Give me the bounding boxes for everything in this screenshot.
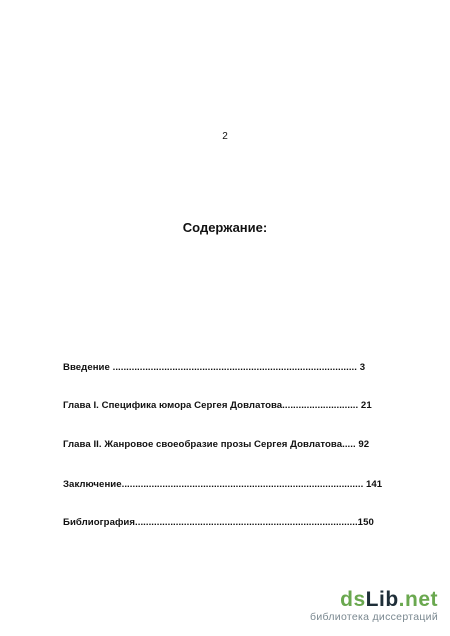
toc-entry-chapter-2: Глава II. Жанровое своеобразие прозы Сергея Довлатова..... 92: [63, 439, 370, 450]
toc-entry-conclusion: Заключение......................................................................................... 141: [63, 479, 383, 490]
watermark-logo: dsLib.net: [340, 588, 438, 611]
toc-entry-chapter-1: Глава I. Специфика юмора Сергея Довлатова............................ 21: [63, 400, 372, 411]
watermark-subtitle: библиотека диссертаций: [310, 611, 438, 623]
toc-entry-introduction: Введение .......................................................................................... 3: [63, 362, 366, 373]
page-number: 2: [222, 131, 228, 142]
page-title: Содержание:: [182, 220, 268, 235]
watermark: [310, 589, 438, 624]
toc-entry-bibliography: Библиография..................................................................................150: [63, 517, 374, 528]
